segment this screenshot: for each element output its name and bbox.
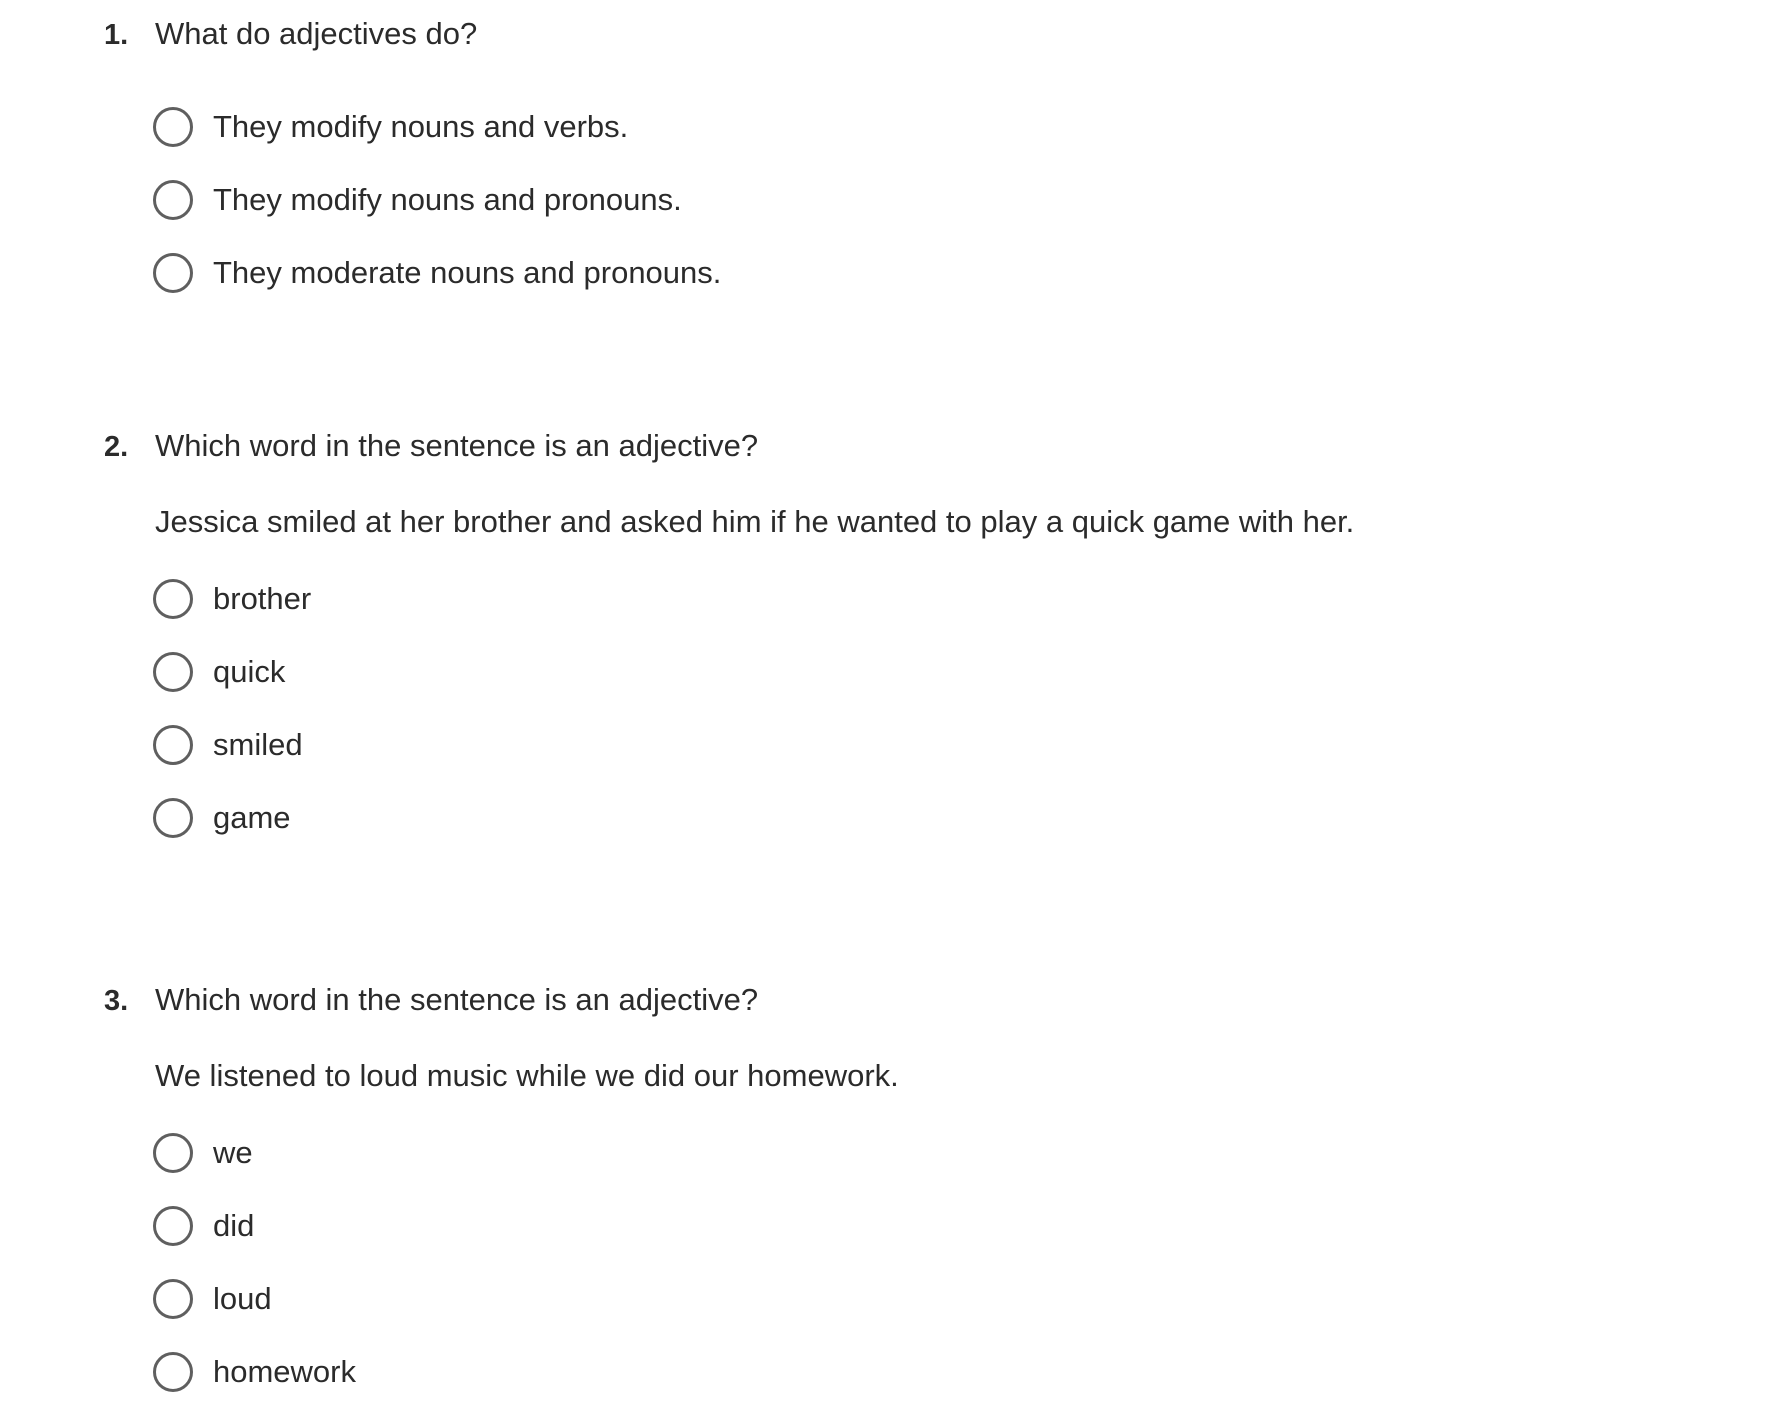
- option-label: They modify nouns and pronouns.: [213, 181, 682, 217]
- radio-button[interactable]: [153, 1206, 193, 1246]
- question-sentence: We listened to loud music while we did our homework.: [155, 1058, 899, 1093]
- question-1: [104, 0, 721, 309]
- question-sentence: Jessica smiled at her brother and asked him if he wanted to play a quick game with her.: [155, 504, 1355, 539]
- option-label: brother: [213, 580, 312, 616]
- answer-option[interactable]: [153, 708, 1354, 781]
- option-label: we: [213, 1134, 253, 1170]
- question-text: Which word in the sentence is an adjective?: [155, 982, 759, 1017]
- question-number: 1.: [104, 19, 129, 51]
- option-label: They modify nouns and verbs.: [213, 108, 629, 144]
- option-label: loud: [213, 1280, 272, 1316]
- question-header: [104, 964, 899, 1036]
- radio-button[interactable]: [153, 253, 193, 293]
- answer-options: [153, 90, 721, 309]
- answer-option[interactable]: [153, 163, 721, 236]
- question-2: [104, 410, 1354, 854]
- answer-options: [153, 562, 1354, 854]
- radio-button[interactable]: [153, 1279, 193, 1319]
- option-label: did: [213, 1207, 255, 1243]
- radio-button[interactable]: [153, 579, 193, 619]
- answer-option[interactable]: [153, 1189, 899, 1262]
- radio-button[interactable]: [153, 1133, 193, 1173]
- question-header: [104, 0, 721, 70]
- question-text: What do adjectives do?: [155, 16, 478, 51]
- option-label: They moderate nouns and pronouns.: [213, 254, 722, 290]
- radio-button[interactable]: [153, 798, 193, 838]
- answer-option[interactable]: [153, 1262, 899, 1335]
- answer-option[interactable]: [153, 635, 1354, 708]
- radio-button[interactable]: [153, 1352, 193, 1392]
- question-header: [104, 410, 1354, 482]
- radio-button[interactable]: [153, 725, 193, 765]
- radio-button[interactable]: [153, 107, 193, 147]
- option-label: game: [213, 799, 291, 835]
- radio-button[interactable]: [153, 180, 193, 220]
- question-number: 2.: [104, 431, 129, 463]
- answer-option[interactable]: [153, 90, 721, 163]
- answer-option[interactable]: [153, 236, 721, 309]
- option-label: smiled: [213, 726, 303, 762]
- question-3: [104, 964, 899, 1408]
- answer-option[interactable]: [153, 1335, 899, 1408]
- radio-button[interactable]: [153, 652, 193, 692]
- answer-options: [153, 1116, 899, 1408]
- question-text: Which word in the sentence is an adjective?: [155, 428, 759, 463]
- answer-option[interactable]: [153, 781, 1354, 854]
- answer-option[interactable]: [153, 562, 1354, 635]
- option-label: homework: [213, 1353, 356, 1389]
- option-label: quick: [213, 653, 286, 689]
- question-number: 3.: [104, 985, 129, 1017]
- answer-option[interactable]: [153, 1116, 899, 1189]
